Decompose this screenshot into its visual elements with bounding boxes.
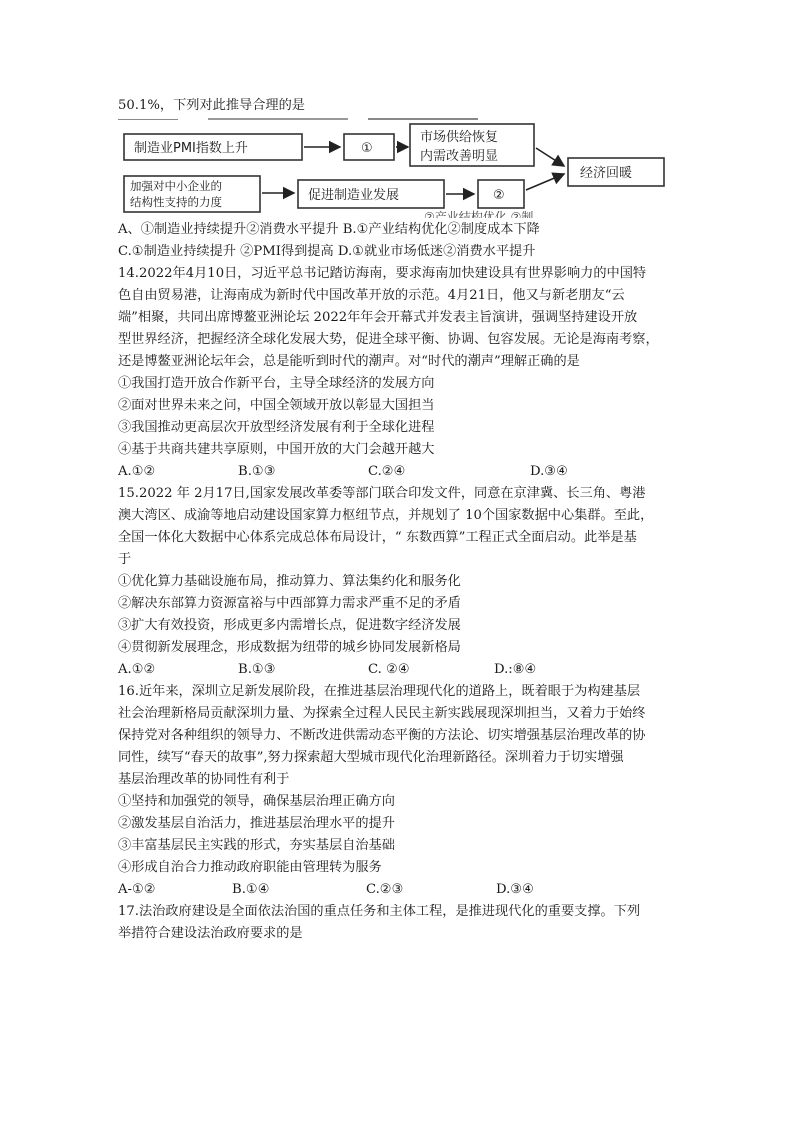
q16-option-a: A-①② xyxy=(118,882,156,897)
arrow-3 xyxy=(536,148,564,166)
q14-stem-line: 型世界经济，把握经济全球化发展大势，促进全球平衡、协调、包容发展。无论是海南考察， xyxy=(118,332,659,347)
q14-stem-line: 14.2022年4月10日，习近平总书记踏访海南，要求海南加快建设具有世界影响力的中国特 xyxy=(118,266,647,281)
q14-option-d: D.③④ xyxy=(530,464,568,479)
diagram-box-market-line2: 内需改善明显 xyxy=(420,149,499,164)
q15-item: ①优化算力基础设施布局，推动算力、算法集约化和服务化 xyxy=(118,574,461,589)
q17-stem-line: 17.法治政府建设是全面依法治国的重点任务和主体工程，是推进现代化的重要支撑。下列 xyxy=(118,904,641,919)
diagram-box-sme-line2: 结构性支持的力度 xyxy=(130,195,222,209)
q14-item: ④基于共商共建共享原则，中国开放的大门会越开越大 xyxy=(118,442,435,457)
q16-item: ①坚持和加强党的领导，确保基层治理正确方向 xyxy=(118,794,395,809)
q14-stem-line: 还是博鳌亚洲论坛年会，总是能听到时代的潮声。对“时代的潮声”理解正确的是 xyxy=(118,354,580,369)
q17-stem-line: 举措符合建设法治政府要求的是 xyxy=(118,926,303,941)
q15-option-a: A.①② xyxy=(118,662,156,677)
q16-stem-line: 基层治理改革的协同性有利于 xyxy=(118,772,290,787)
q16-stem-line: 同性，续写“春天的故事”,努力探索超大型城市现代化治理新路径。深圳着力于切实增强 xyxy=(118,750,624,765)
q14-option-b: B.①③ xyxy=(238,464,276,479)
q14-item: ③我国推动更高层次开放型经济发展有利于全球化进程 xyxy=(118,420,435,435)
q16-stem-line: 社会治理新格局贡献深圳力量、为探索全过程人民民主新实践展现深圳担当，又着力于始终 xyxy=(118,706,646,721)
diagram-cut-fragment: ②产业结构优化 ②制 xyxy=(424,210,534,218)
q16-option-d: D.③④ xyxy=(496,882,534,897)
q16-item: ③丰富基层民主实践的形式，夯实基层自治基础 xyxy=(118,838,395,853)
q16-option-c: C.②③ xyxy=(366,882,404,897)
q15-stem-line: 15.2022 年 2月17日,国家发展改革委等部门联合印发文件，同意在京津冀、长三角、粤港 xyxy=(118,486,646,501)
q13-options-ab: A、①制造业持续提升②消费水平提升 B.①产业结构优化②制度成本下降 xyxy=(118,222,540,237)
q16-stem-line: 保持党对各种组织的领导力、不断改进供需动态平衡的方法论、切实增强基层治理改革的协 xyxy=(118,728,646,743)
diagram-box-pmi-text: 制造业PMI指数上升 xyxy=(134,141,248,156)
q15-stem-line: 全国一体化大数据中心体系完成总体布局设计，“ 东数西算”工程正式全面启动。此举是基 xyxy=(118,530,637,545)
flow-diagram xyxy=(118,118,678,218)
diagram-box-market-line1: 市场供给恢复 xyxy=(420,130,499,145)
q15-stem-line: 于 xyxy=(118,552,132,567)
q15-option-b: B.①③ xyxy=(238,662,276,677)
q15-option-d: D.:⑧④ xyxy=(494,662,537,677)
q15-option-c: C. ②④ xyxy=(368,662,410,677)
flow-diagram-svg xyxy=(118,118,678,218)
diagram-box-sme-line1: 加强对中小企业的 xyxy=(130,179,222,193)
q15-stem-line: 澳大湾区、成渝等地启动建设国家算力枢纽节点，并规划了 10个国家数据中心集群。至此， xyxy=(118,508,654,523)
q14-stem-line: 色自由贸易港，让海南成为新时代中国改革开放的示范。4月21日，他又与新老朋友“云 xyxy=(118,288,625,303)
diagram-blank-2-label: ② xyxy=(493,188,505,203)
arrow-6 xyxy=(526,174,564,190)
q14-option-a: A.①② xyxy=(118,464,156,479)
q15-item: ②解决东部算力资源富裕与中西部算力需求严重不足的矛盾 xyxy=(118,596,461,611)
q15-item: ③扩大有效投资，形成更多内需增长点，促进数字经济发展 xyxy=(118,618,461,633)
diagram-box-economy-text: 经济回暖 xyxy=(580,166,633,181)
diagram-blank-1-label: ① xyxy=(361,141,373,156)
q13-options-cd: C.①制造业持续提升 ②PMI得到提高 D.①就业市场低迷②消费水平提升 xyxy=(118,244,536,259)
diagram-box-manufacturing-text: 促进制造业发展 xyxy=(308,188,400,203)
q16-item: ②激发基层自治活力，推进基层治理水平的提升 xyxy=(118,816,395,831)
q15-item: ④贯彻新发展理念，形成数据为纽带的城乡协同发展新格局 xyxy=(118,640,461,655)
q14-option-c: C.②④ xyxy=(368,464,406,479)
q16-option-b: B.①④ xyxy=(232,882,270,897)
q14-item: ①我国打造开放合作新平台，主导全球经济的发展方向 xyxy=(118,376,435,391)
q16-stem-line: 16.近年来，深圳立足新发展阶段，在推进基层治理现代化的道路上，既着眼于为构建基层 xyxy=(118,684,641,699)
q14-stem-line: 端”相聚，共同出席博鳌亚洲论坛 2022年年会开幕式并发表主旨演讲，强调坚持建设开放 xyxy=(118,310,638,325)
q13-stem-tail: 50.1%，下列对此推导合理的是 xyxy=(118,98,305,113)
q14-item: ②面对世界未来之问，中国全领域开放以彰显大国担当 xyxy=(118,398,435,413)
q16-item: ④形成自治合力推动政府职能由管理转为服务 xyxy=(118,860,382,875)
